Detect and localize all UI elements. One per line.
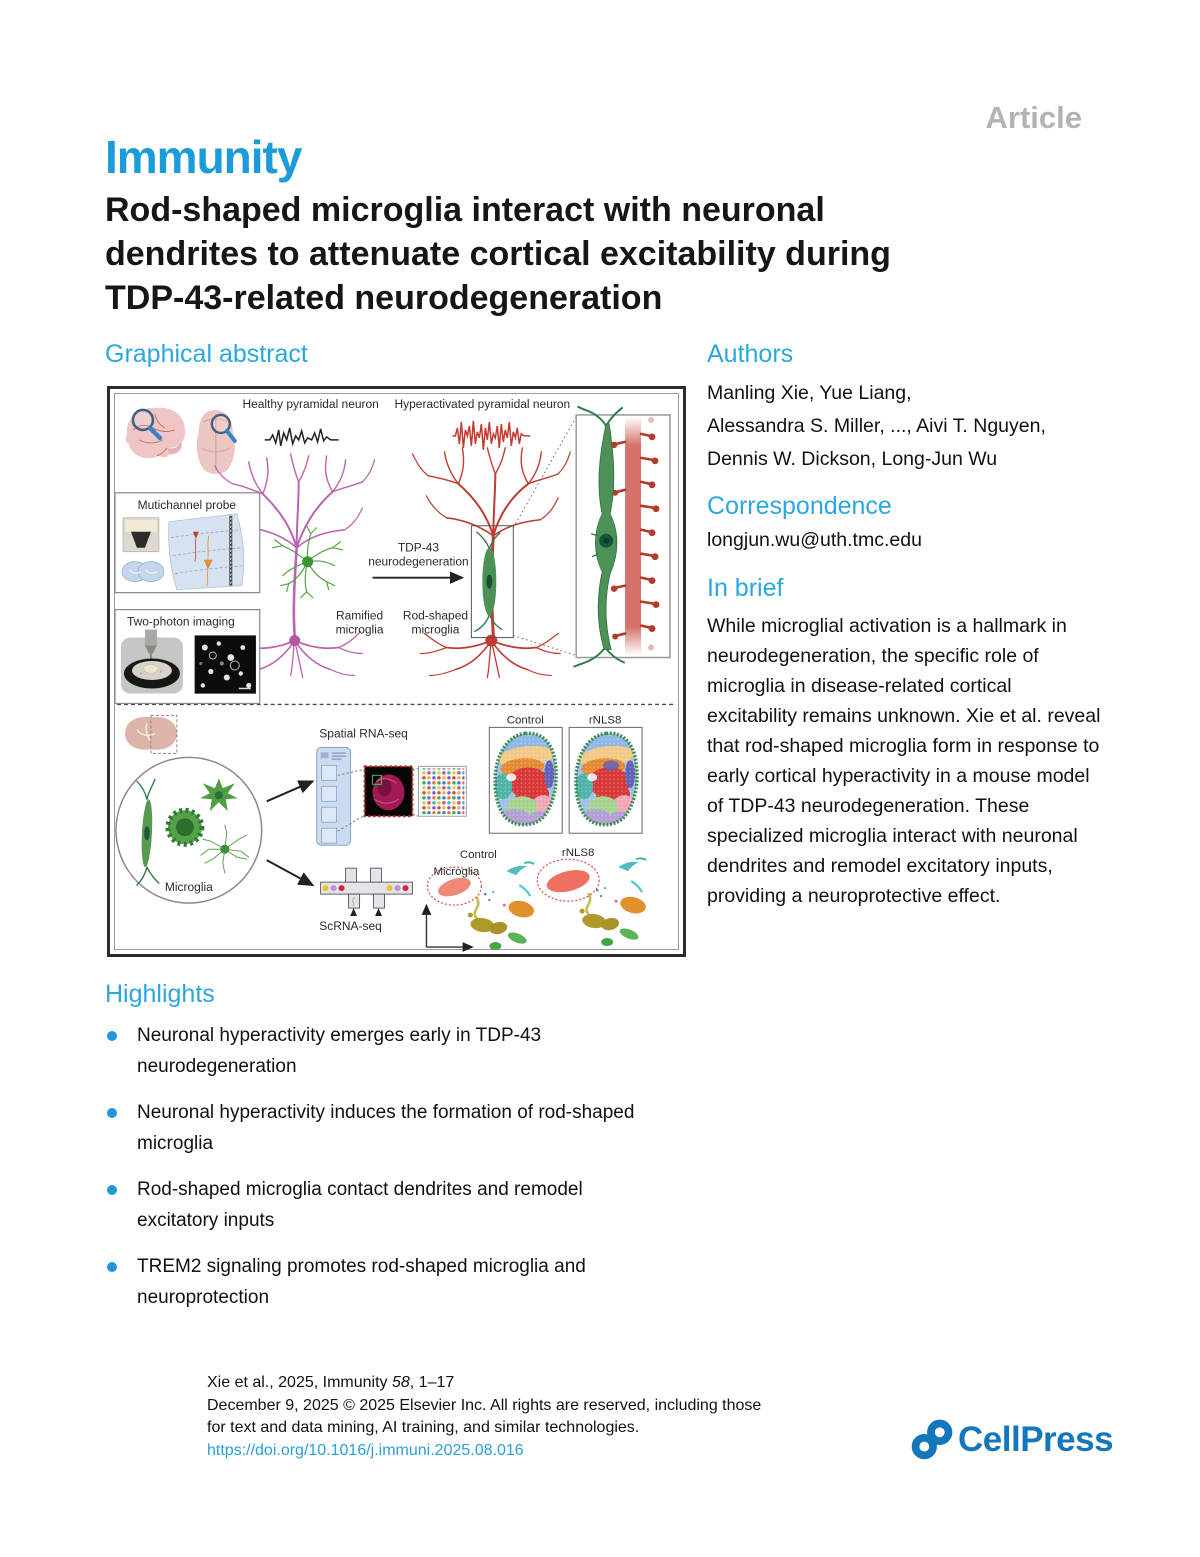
ramified-label-2: microglia xyxy=(335,622,384,637)
graphical-abstract-svg xyxy=(107,386,686,957)
citation-volume: 58 xyxy=(391,1374,410,1391)
authors-heading: Authors xyxy=(707,340,794,368)
microglia-pool xyxy=(116,757,262,903)
spatial-control-label: Control xyxy=(506,714,544,727)
bullet-icon xyxy=(107,1185,117,1195)
rod-shaped-label-1: Rod-shaped xyxy=(402,608,469,623)
citation-line: Xie et al., 2025, Immunity 58, 1–17 xyxy=(207,1374,455,1391)
two-photon-panel xyxy=(115,610,260,704)
title-line-1: Rod-shaped microglia interact with neuronal xyxy=(105,191,825,229)
article-title xyxy=(105,188,1115,320)
microglia-pool-label: Microglia xyxy=(164,880,213,895)
umap-microglia-label: Microglia xyxy=(433,866,480,879)
highlight-line: microglia xyxy=(137,1133,214,1154)
highlight-line: neuroprotection xyxy=(137,1287,270,1308)
highlight-line: Rod-shaped microglia contact dendrites and remodel xyxy=(137,1179,583,1200)
rights-line-2: for text and data mining, AI training, and similar technologies. xyxy=(207,1419,640,1436)
ramified-label-1: Ramified xyxy=(335,608,384,623)
umap-rnls8-label: rNLS8 xyxy=(561,847,595,860)
hyperactivated-neuron-label: Hyperactivated pyramidal neuron xyxy=(394,396,571,411)
title-line-2: dendrites to attenuate cortical excitability during xyxy=(105,235,891,273)
highlights-list xyxy=(105,1020,725,1328)
cellpress-logo-text: CellPress xyxy=(958,1420,1114,1459)
tdp43-label-1: TDP-43 xyxy=(397,540,440,555)
spot-array xyxy=(418,766,466,816)
authors-line-2: Alessandra S. Miller, ..., Aivi T. Nguyen, xyxy=(707,415,1046,437)
highlight-line: excitatory inputs xyxy=(137,1210,275,1231)
multichannel-probe-panel xyxy=(115,493,260,593)
doi-link[interactable]: https://doi.org/10.1016/j.immuni.2025.08.016 xyxy=(207,1441,524,1459)
graphical-abstract-heading: Graphical abstract xyxy=(105,340,308,368)
bullet-icon xyxy=(107,1031,117,1041)
healthy-neuron-label: Healthy pyramidal neuron xyxy=(242,396,379,411)
title-line-3: TDP-43-related neurodegeneration xyxy=(105,279,663,317)
highlight-item xyxy=(105,1097,725,1159)
bullet-icon xyxy=(107,1262,117,1272)
correspondence-heading: Correspondence xyxy=(707,492,892,520)
authors-line-3: Dennis W. Dickson, Long-Jun Wu xyxy=(707,448,998,470)
two-photon-label: Two-photon imaging xyxy=(126,614,235,629)
tdp43-label-2: neurodegeneration xyxy=(368,554,469,569)
fluorescence-image xyxy=(195,636,256,694)
authors-list xyxy=(707,377,1046,476)
highlight-item xyxy=(105,1251,725,1313)
spatial-tissue-image xyxy=(365,766,413,816)
highlight-line: neurodegeneration xyxy=(137,1056,297,1077)
highlight-line: Neuronal hyperactivity emerges early in TDP-43 xyxy=(137,1025,542,1046)
in-brief-text: While microglial activation is a hallmark in neurodegeneration, the specific role of microglia in disease-related cortical excitability remains unknown. Xie et al. reveal that rod-shaped microglia form in response to early cortical hyperactivity in a mouse model of TDP-43 neurodegeneration. These specialized microglia interact with neuronal dendrites and remodel excitatory inputs, providing a neuroprotective effect. xyxy=(707,615,1101,907)
citation-block xyxy=(207,1372,761,1462)
highlight-item xyxy=(105,1020,725,1082)
highlights-heading: Highlights xyxy=(105,980,215,1008)
rights-line-1: December 9, 2025 © 2025 Elsevier Inc. All rights are reserved, including those xyxy=(207,1396,762,1414)
dendrite-contact-inset xyxy=(574,407,670,667)
journal-name: Immunity xyxy=(105,131,302,183)
bullet-icon xyxy=(107,1108,117,1118)
highlight-line: Neuronal hyperactivity induces the formation of rod-shaped xyxy=(137,1102,635,1123)
umap-control-label: Control xyxy=(459,849,497,862)
cellpress-logo-icon xyxy=(910,1418,954,1462)
article-type-label: Article xyxy=(985,100,1082,135)
rod-shaped-label-2: microglia xyxy=(411,622,460,637)
highlight-line: TREM2 signaling promotes rod-shaped microglia and xyxy=(137,1256,586,1277)
graphical-abstract-figure xyxy=(107,386,686,957)
spatial-rnls8-label: rNLS8 xyxy=(588,714,622,727)
multichannel-probe-label: Mutichannel probe xyxy=(137,497,237,512)
authors-line-1: Manling Xie, Yue Liang, xyxy=(707,382,912,404)
in-brief-heading: In brief xyxy=(707,574,784,602)
spatial-rna-seq-label: Spatial RNA-seq xyxy=(319,726,408,741)
highlight-item xyxy=(105,1174,725,1236)
correspondence-email[interactable]: longjun.wu@uth.tmc.edu xyxy=(707,529,922,551)
amoeboid-microglia-cell xyxy=(168,810,202,844)
scrna-seq-label: ScRNA-seq xyxy=(319,919,382,934)
cellpress-logo xyxy=(910,1418,1113,1462)
